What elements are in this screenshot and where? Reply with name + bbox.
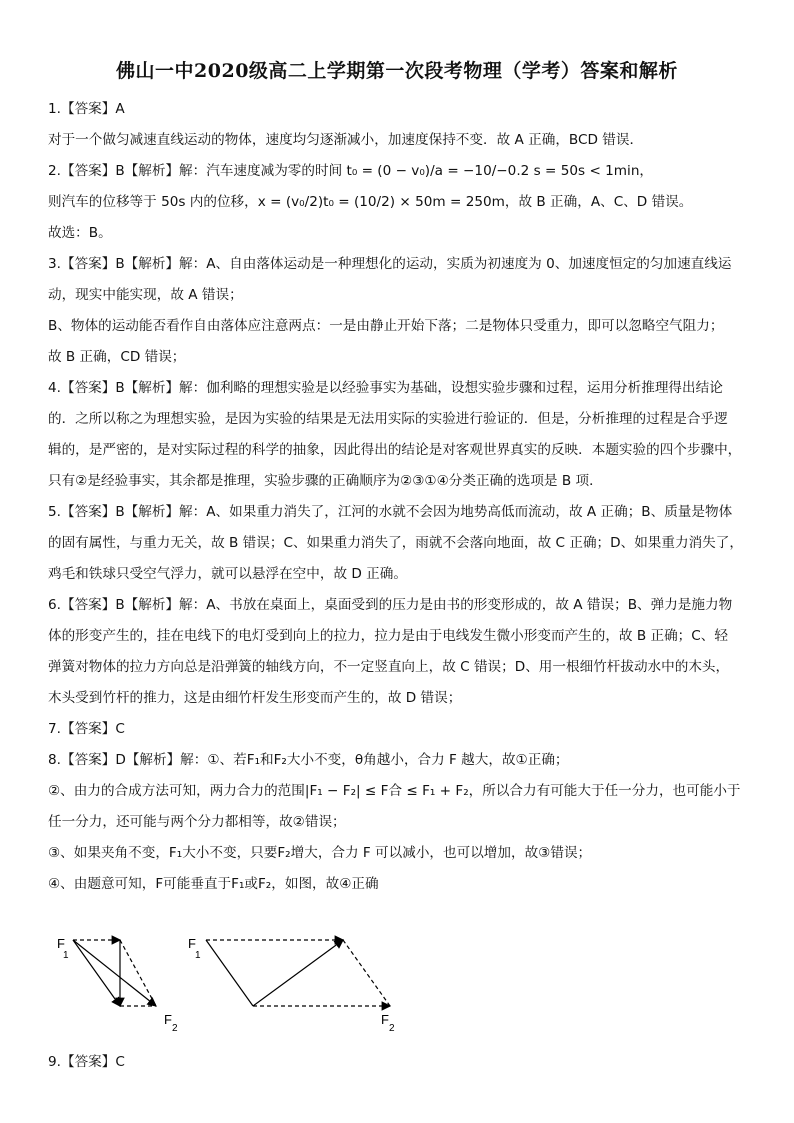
text-line: 体的形变产生的，挂在电线下的电灯受到向上的拉力，拉力是由于电线发生微小形变而产生的，故 B 正确；C、轻	[48, 628, 728, 644]
text-line: 3.【答案】B【解析】解：A、自由落体运动是一种理想化的运动，实质为初速度为 0、加速度恒定的匀加速直线运	[48, 256, 732, 272]
text-line: 6.【答案】B【解析】解：A、书放在桌面上，桌面受到的压力是由书的形变形成的，故 A 错误；B、弹力是施力物	[48, 597, 733, 613]
page-title: 佛山一中2020级高二上学期第一次段考物理（学考）答案和解析	[116, 60, 678, 82]
text-line: 任一分力，还可能与两个分力都相等，故②错误；	[48, 814, 346, 830]
text-line: ④、由题意可知，F可能垂直于F₁或F₂，如图，故④正确	[48, 876, 379, 892]
text-line: ②、由力的合成方法可知，两力合力的范围|F₁ − F₂| ≤ F合 ≤ F₁ + F₂，所以合力有可能大于任一分力，也可能小于	[48, 783, 741, 799]
text-line: 则汽车的位移等于 50s 内的位移，x = (v₀/2)t₀ = (10/2) × 50m = 250m，故 B 正确，A、C、D 错误。	[48, 194, 693, 210]
left-force-diagram	[57, 936, 178, 1034]
answer-body	[48, 94, 748, 900]
text-line: 对于一个做匀减速直线运动的物体，速度均匀逐渐减小，加速度保持不变．故 A 正确，BCD 错误．	[48, 132, 644, 148]
text-line: 弹簧对物体的拉力方向总是沿弹簧的轴线方向，不一定竖直向上，故 C 错误；D、用一根细竹杆拔动水中的木头，	[48, 659, 730, 675]
label-f1-right: F	[188, 936, 196, 951]
text-line: 9.【答案】C	[48, 1054, 125, 1070]
text-line: 故 B 正确，CD 错误；	[48, 349, 186, 365]
label-f2-left: F	[164, 1012, 172, 1027]
text-line: 2.【答案】B【解析】解：汽车速度减为零的时间 t₀ = (0 − v₀)/a = −10/−0.2 s = 50s < 1min，	[48, 163, 654, 179]
text-line: 1.【答案】A	[48, 101, 125, 117]
text-line: 的．之所以称之为理想实验，是因为实验的结果是无法用实际的实验进行验证的．但是，分析推理的过程是合乎逻	[48, 411, 728, 427]
text-line: 只有②是经验事实，其余都是推理，实验步骤的正确顺序为②③①④分类正确的选项是 B 项．	[48, 473, 603, 489]
text-line: 7.【答案】C	[48, 721, 125, 737]
text-line: 5.【答案】B【解析】解：A、如果重力消失了，江河的水就不会因为地势高低而流动，故 A 正确；B、质量是物体	[48, 504, 733, 520]
text-line: 鸡毛和铁球只受空气浮力，就可以悬浮在空中，故 D 正确。	[48, 566, 407, 582]
label-f1-left: F	[57, 936, 65, 951]
label-f2-right-sub: 2	[389, 1023, 395, 1034]
label-f2-left-sub: 2	[172, 1023, 178, 1034]
label-f1-left-sub: 1	[63, 950, 69, 961]
text-line: ③、如果夹角不变，F₁大小不变，只要F₂增大，合力 F 可以减小，也可以增加，故③错误；	[48, 845, 592, 861]
text-line: B、物体的运动能否看作自由落体应注意两点：一是由静止开始下落；二是物体只受重力，即可以忽略空气阻力；	[48, 318, 724, 334]
text-line: 故选：B。	[48, 225, 112, 241]
force-diagram	[48, 932, 408, 1037]
text-line: 4.【答案】B【解析】解：伽利略的理想实验是以经验事实为基础，设想实验步骤和过程，运用分析推理得出结论	[48, 380, 723, 396]
text-line: 辑的，是严密的，是对实际过程的科学的抽象，因此得出的结论是对客观世界真实的反映．本题实验的四个步骤中，	[48, 442, 742, 458]
label-f2-right: F	[381, 1012, 389, 1027]
label-f1-right-sub: 1	[195, 950, 201, 961]
text-line: 木头受到竹杆的推力，这是由细竹杆发生形变而产生的，故 D 错误；	[48, 690, 462, 706]
right-force-diagram	[188, 936, 395, 1034]
text-line: 的固有属性，与重力无关，故 B 错误；C、如果重力消失了，雨就不会落向地面，故 C 正确；D、如果重力消失了，	[48, 535, 743, 551]
text-line: 8.【答案】D【解析】解：①、若F₁和F₂大小不变，θ角越小，合力 F 越大，故①正确；	[48, 752, 569, 768]
text-line: 动，现实中能实现，故 A 错误；	[48, 287, 243, 303]
